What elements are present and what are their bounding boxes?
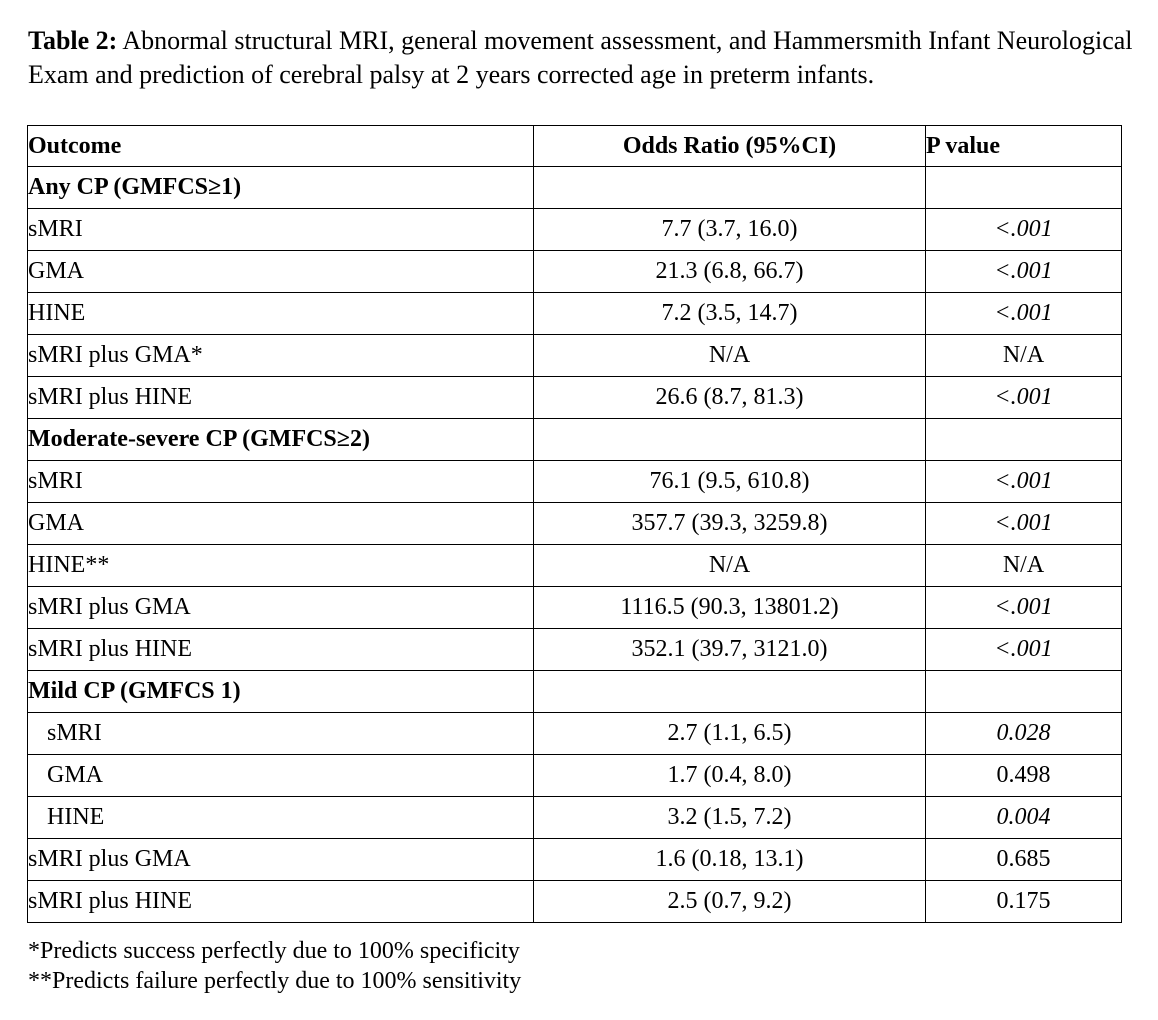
outcome-cell: sMRI plus HINE — [28, 881, 534, 923]
empty-cell — [534, 419, 926, 461]
p-value-cell: N/A — [926, 545, 1122, 587]
table-row — [28, 251, 1122, 293]
footnote-sensitivity: **Predicts failure perfectly due to 100% sensitivity — [28, 968, 522, 994]
table-row — [28, 377, 1122, 419]
odds-ratio-cell: 357.7 (39.3, 3259.8) — [534, 503, 926, 545]
table-caption — [28, 24, 1138, 92]
p-value-cell: <.001 — [926, 251, 1122, 293]
empty-cell — [926, 167, 1122, 209]
outcome-cell: sMRI plus HINE — [28, 377, 534, 419]
odds-ratio-cell: 1116.5 (90.3, 13801.2) — [534, 587, 926, 629]
empty-cell — [534, 671, 926, 713]
results-table — [27, 125, 1122, 923]
odds-ratio-cell: 2.7 (1.1, 6.5) — [534, 713, 926, 755]
outcome-cell: sMRI plus GMA — [28, 587, 534, 629]
outcome-cell: GMA — [28, 755, 534, 797]
outcome-cell: sMRI — [28, 713, 534, 755]
p-value-cell: <.001 — [926, 293, 1122, 335]
odds-ratio-cell: N/A — [534, 335, 926, 377]
empty-cell — [926, 671, 1122, 713]
section-label: Any CP (GMFCS≥1) — [28, 167, 534, 209]
p-value-cell: <.001 — [926, 377, 1122, 419]
table-row — [28, 629, 1122, 671]
odds-ratio-cell: 1.6 (0.18, 13.1) — [534, 839, 926, 881]
table-row — [28, 545, 1122, 587]
outcome-cell: GMA — [28, 251, 534, 293]
p-value-cell: 0.028 — [926, 713, 1122, 755]
header-p-value: P value — [926, 126, 1122, 167]
table-row — [28, 335, 1122, 377]
odds-ratio-cell: 352.1 (39.7, 3121.0) — [534, 629, 926, 671]
p-value-cell: 0.685 — [926, 839, 1122, 881]
odds-ratio-cell: 7.7 (3.7, 16.0) — [534, 209, 926, 251]
p-value-cell: 0.004 — [926, 797, 1122, 839]
p-value-cell: N/A — [926, 335, 1122, 377]
table-row — [28, 293, 1122, 335]
empty-cell — [926, 419, 1122, 461]
odds-ratio-cell: 1.7 (0.4, 8.0) — [534, 755, 926, 797]
table-row — [28, 713, 1122, 755]
outcome-cell: HINE** — [28, 545, 534, 587]
table-row — [28, 503, 1122, 545]
outcome-cell: HINE — [28, 797, 534, 839]
odds-ratio-cell: 7.2 (3.5, 14.7) — [534, 293, 926, 335]
section-label: Mild CP (GMFCS 1) — [28, 671, 534, 713]
empty-cell — [534, 167, 926, 209]
header-row — [28, 126, 1122, 167]
section-label: Moderate-severe CP (GMFCS≥2) — [28, 419, 534, 461]
outcome-cell: sMRI plus GMA* — [28, 335, 534, 377]
p-value-cell: <.001 — [926, 503, 1122, 545]
p-value-cell: <.001 — [926, 587, 1122, 629]
p-value-cell: 0.175 — [926, 881, 1122, 923]
outcome-cell: sMRI plus GMA — [28, 839, 534, 881]
outcome-cell: sMRI — [28, 209, 534, 251]
table-row — [28, 461, 1122, 503]
section-row — [28, 671, 1122, 713]
caption-label: Table 2: — [28, 26, 118, 55]
table-row — [28, 587, 1122, 629]
p-value-cell: 0.498 — [926, 755, 1122, 797]
odds-ratio-cell: 26.6 (8.7, 81.3) — [534, 377, 926, 419]
outcome-cell: HINE — [28, 293, 534, 335]
outcome-cell: GMA — [28, 503, 534, 545]
p-value-cell: <.001 — [926, 629, 1122, 671]
odds-ratio-cell: 3.2 (1.5, 7.2) — [534, 797, 926, 839]
p-value-cell: <.001 — [926, 209, 1122, 251]
odds-ratio-cell: N/A — [534, 545, 926, 587]
table-row — [28, 881, 1122, 923]
outcome-cell: sMRI plus HINE — [28, 629, 534, 671]
footnote-specificity: *Predicts success perfectly due to 100% specificity — [28, 938, 520, 964]
odds-ratio-cell: 21.3 (6.8, 66.7) — [534, 251, 926, 293]
p-value-cell: <.001 — [926, 461, 1122, 503]
section-row — [28, 419, 1122, 461]
caption-text: Abnormal structural MRI, general movement assessment, and Hammersmith Infant Neurological Exam and prediction of cerebral palsy at 2 years corrected age in preterm infants. — [28, 26, 1133, 89]
table-row — [28, 755, 1122, 797]
odds-ratio-cell: 76.1 (9.5, 610.8) — [534, 461, 926, 503]
table-row — [28, 209, 1122, 251]
odds-ratio-cell: 2.5 (0.7, 9.2) — [534, 881, 926, 923]
header-odds-ratio: Odds Ratio (95%CI) — [534, 126, 926, 167]
table-body — [28, 167, 1122, 923]
section-row — [28, 167, 1122, 209]
header-outcome: Outcome — [28, 126, 534, 167]
table-row — [28, 839, 1122, 881]
outcome-cell: sMRI — [28, 461, 534, 503]
table-row — [28, 797, 1122, 839]
footnotes — [28, 936, 521, 996]
